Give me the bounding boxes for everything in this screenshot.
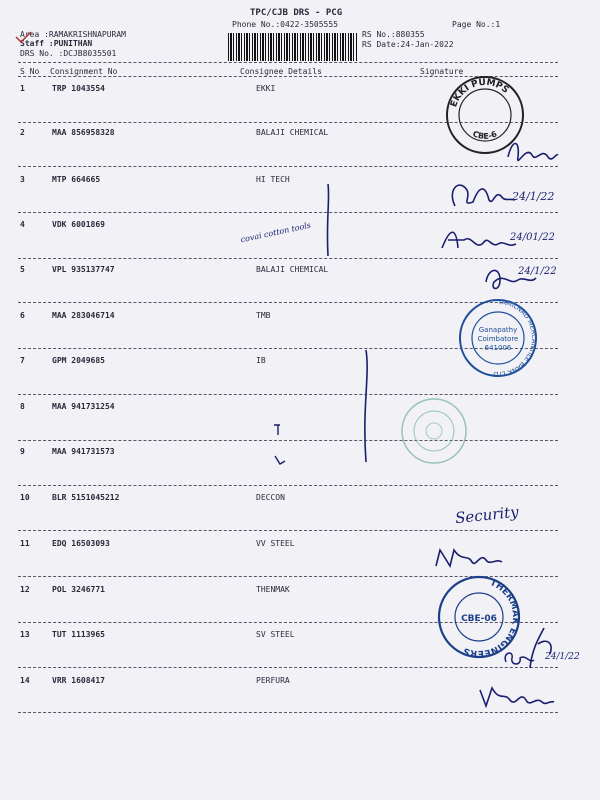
row-consignment: VDK 6001869 xyxy=(52,220,105,229)
tmb-stamp-outer: TAMILNAD MERCANTILE BANK LTD xyxy=(493,297,539,379)
row-sno: 12 xyxy=(20,585,30,594)
row-consignee: BALAJI CHEMICAL xyxy=(256,265,329,274)
rs-date: RS Date:24-Jan-2022 xyxy=(362,40,454,49)
col-signature: Signature xyxy=(420,67,464,76)
staff-label: Staff :PUNITHAN xyxy=(20,39,93,48)
date-row13: 24/1/22 xyxy=(545,652,580,662)
row-sno: 13 xyxy=(20,630,30,639)
date-row4: 24/01/22 xyxy=(510,232,555,243)
tmb-bank-stamp xyxy=(456,296,540,380)
page-number: Page No.:1 xyxy=(452,20,501,29)
row-divider xyxy=(18,485,558,486)
ekki-stamp-top: EKKI PUMPS xyxy=(449,77,511,109)
date-row3: 24/1/22 xyxy=(512,190,555,203)
thermak-stamp-center: CBE-06 xyxy=(461,614,497,624)
row-sno: 9 xyxy=(20,447,25,456)
row-consignee: HI TECH xyxy=(256,175,290,184)
row-consignment: MAA 856958328 xyxy=(52,128,115,137)
signature-row13-initials xyxy=(500,646,540,672)
thermak-stamp-outer: THERMAK ENGINEERS xyxy=(462,578,521,659)
row-divider xyxy=(18,530,558,531)
tmb-stamp-line2: Coimbatore xyxy=(477,335,519,343)
row-sno: 11 xyxy=(20,539,30,548)
row-sno: 1 xyxy=(20,84,25,93)
row-sno: 3 xyxy=(20,175,25,184)
signature-row2 xyxy=(502,135,562,175)
row-divider xyxy=(18,394,558,395)
barcode xyxy=(228,33,358,61)
row-sno: 5 xyxy=(20,265,25,274)
row-consignee: EKKI xyxy=(256,84,276,93)
row-consignment: MTP 664665 xyxy=(52,175,101,184)
col-consignee: Consignee Details xyxy=(240,67,322,76)
tmb-stamp-line3: 641006 xyxy=(484,344,512,352)
row-consignee: BALAJI CHEMICAL xyxy=(256,128,329,137)
header-divider xyxy=(18,62,558,63)
col-sno: S No xyxy=(20,67,40,76)
rs-number: RS No.:880355 xyxy=(362,30,425,39)
pen-mark xyxy=(272,452,288,468)
row-consignment: GPM 2049685 xyxy=(52,356,105,365)
tick-mark-icon xyxy=(14,30,34,44)
row-sno: 6 xyxy=(20,311,25,320)
row-sno: 2 xyxy=(20,128,25,137)
row-consignment: VRR 1608417 xyxy=(52,676,105,685)
col-consignment: Consignment No xyxy=(50,67,118,76)
area-label: Area :RAMAKRISHNAPURAM xyxy=(20,30,126,39)
signature-row10: Security xyxy=(454,502,520,528)
row-consignment: VPL 935137747 xyxy=(52,265,115,274)
row-consignee: THENMAK xyxy=(256,585,290,594)
row-consignee: TMB xyxy=(256,311,271,320)
row-sno: 10 xyxy=(20,493,30,502)
row-consignment: TUT 1113965 xyxy=(52,630,105,639)
pen-stroke xyxy=(356,346,376,466)
row-consignee: SV STEEL xyxy=(256,630,295,639)
row-sno: 14 xyxy=(20,676,30,685)
date-row5: 24/1/22 xyxy=(518,266,557,277)
row-sno: 8 xyxy=(20,402,25,411)
row-divider xyxy=(18,166,558,167)
phone-number: Phone No.:0422-3505555 xyxy=(232,20,338,29)
tmb-stamp-line1: Ganapathy xyxy=(478,326,518,334)
row-consignment: MAA 941731573 xyxy=(52,447,115,456)
pen-mark xyxy=(270,422,286,438)
row-divider xyxy=(18,667,558,668)
row-consignment: MAA 283046714 xyxy=(52,311,115,320)
row-consignment: MAA 941731254 xyxy=(52,402,115,411)
row-consignee: DECCON xyxy=(256,493,285,502)
row-consignment: POL 3246771 xyxy=(52,585,105,594)
row-consignment: EDQ 16503093 xyxy=(52,539,110,548)
row-consignee: VV STEEL xyxy=(256,539,295,548)
row-consignee: IB xyxy=(256,356,266,365)
row-consignee: PERFURA xyxy=(256,676,290,685)
row-consignment: BLR 5151045212 xyxy=(52,493,120,502)
signature-row14 xyxy=(476,682,556,716)
row-consignment: TRP 1043554 xyxy=(52,84,105,93)
svg-text:EKKI PUMPS xyxy=(449,78,510,109)
drs-number: DRS No. :DCJB8035501 xyxy=(20,49,117,58)
faded-stamp xyxy=(398,395,470,467)
row-sno: 4 xyxy=(20,220,25,229)
row-divider xyxy=(18,440,558,441)
pen-stroke xyxy=(318,180,338,260)
row-sno: 7 xyxy=(20,356,25,365)
document-title: TPC/CJB DRS - PCG xyxy=(250,8,343,18)
note-row4: covai cotton tools xyxy=(239,220,312,245)
signature-row11 xyxy=(432,542,512,576)
ekki-stamp-bottom: CBE-6 xyxy=(471,129,499,141)
